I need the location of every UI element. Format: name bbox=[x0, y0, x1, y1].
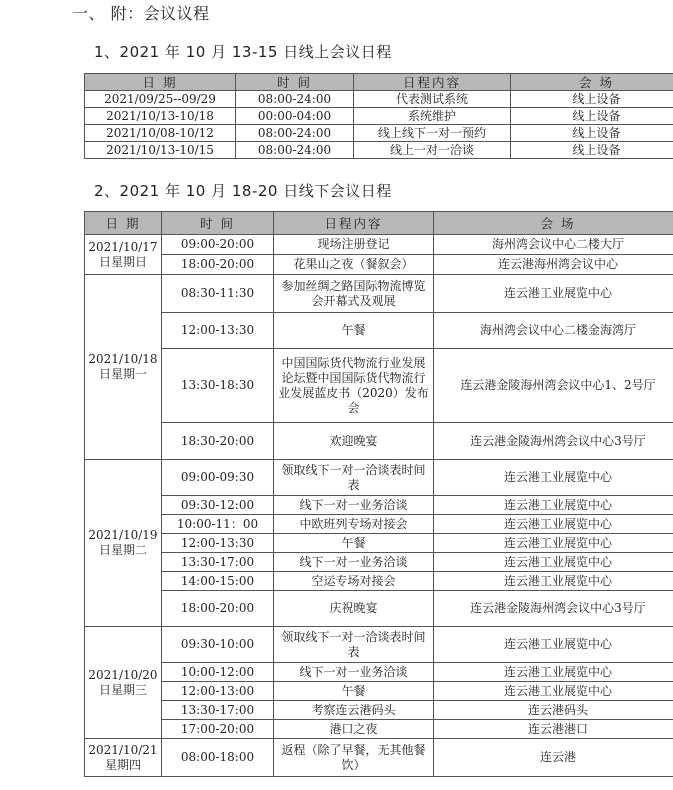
content-cell: 港口之夜 bbox=[274, 720, 434, 739]
table-row bbox=[85, 142, 673, 159]
time-cell: 18:30-20:00 bbox=[162, 423, 274, 460]
time-cell: 12:00-13:00 bbox=[162, 682, 274, 701]
content-cell: 午餐 bbox=[274, 534, 434, 553]
venue-cell: 线上设备 bbox=[511, 142, 673, 159]
time-cell: 08:00-18:00 bbox=[162, 739, 274, 777]
offline-schedule-table bbox=[84, 211, 673, 777]
table-row bbox=[85, 496, 673, 515]
time-cell: 18:00-20:00 bbox=[162, 255, 274, 275]
day-date-cell bbox=[85, 275, 162, 460]
time-cell: 18:00-20:00 bbox=[162, 591, 274, 627]
table-row bbox=[85, 534, 673, 553]
day-date: 2021/10/18 bbox=[88, 352, 158, 366]
table-row bbox=[85, 275, 673, 313]
content-cell: 花果山之夜（餐叙会） bbox=[274, 255, 434, 275]
table-row bbox=[85, 255, 673, 275]
header-date: 日 期 bbox=[85, 74, 236, 91]
header-time: 时 间 bbox=[236, 74, 354, 91]
day-weekday: 日星期二 bbox=[98, 543, 147, 557]
venue-cell: 连云港海州湾会议中心 bbox=[434, 255, 673, 275]
time-cell: 08:00-24:00 bbox=[236, 91, 354, 108]
table-row bbox=[85, 313, 673, 349]
table-row bbox=[85, 108, 673, 125]
table-row bbox=[85, 91, 673, 108]
table-row bbox=[85, 663, 673, 682]
day-date-cell bbox=[85, 739, 162, 777]
venue-cell: 海州湾会议中心二楼金海湾厅 bbox=[434, 313, 673, 349]
venue-cell: 连云港金陵海州湾会议中心3号厅 bbox=[434, 423, 673, 460]
date-cell: 2021/10/13-10/15 bbox=[85, 142, 236, 159]
time-cell: 10:00-12:00 bbox=[162, 663, 274, 682]
content-cell: 中国国际货代物流行业发展论坛暨中国国际货代物流行业发展蓝皮书（2020）发布会 bbox=[274, 349, 434, 423]
content-cell: 空运专场对接会 bbox=[274, 572, 434, 591]
venue-cell: 线上设备 bbox=[511, 91, 673, 108]
venue-cell: 连云港工业展览中心 bbox=[434, 534, 673, 553]
content-cell: 现场注册登记 bbox=[274, 235, 434, 255]
table-row bbox=[85, 701, 673, 720]
table-row bbox=[85, 591, 673, 627]
venue-cell: 连云港工业展览中心 bbox=[434, 663, 673, 682]
time-cell: 10:00-11：00 bbox=[162, 515, 274, 534]
offline-schedule-title: 2、2021 年 10 月 18-20 日线下会议日程 bbox=[94, 182, 392, 200]
online-schedule-table bbox=[84, 73, 673, 159]
table-row bbox=[85, 720, 673, 739]
content-cell: 午餐 bbox=[274, 313, 434, 349]
venue-cell: 连云港码头 bbox=[434, 701, 673, 720]
table-row bbox=[85, 682, 673, 701]
day-date: 2021/10/17 bbox=[88, 239, 158, 254]
table-header-row bbox=[85, 74, 673, 91]
time-cell: 00:00-04:00 bbox=[236, 108, 354, 125]
time-cell: 13:30-18:30 bbox=[162, 349, 274, 423]
content-cell: 午餐 bbox=[274, 682, 434, 701]
time-cell: 12:00-13:30 bbox=[162, 313, 274, 349]
online-schedule-title: 1、2021 年 10 月 13-15 日线上会议日程 bbox=[94, 43, 392, 61]
day-weekday: 日星期一 bbox=[98, 367, 147, 381]
venue-cell: 连云港港口 bbox=[434, 720, 673, 739]
content-cell: 线下一对一业务洽谈 bbox=[274, 496, 434, 515]
venue-cell: 连云港工业展览中心 bbox=[434, 515, 673, 534]
time-cell: 14:00-15:00 bbox=[162, 572, 274, 591]
content-cell: 参加丝绸之路国际物流博览会开幕式及观展 bbox=[274, 275, 434, 313]
content-cell: 欢迎晚宴 bbox=[274, 423, 434, 460]
day-weekday: 日星期日 bbox=[98, 254, 147, 269]
table-row bbox=[85, 125, 673, 142]
time-cell: 09:30-12:00 bbox=[162, 496, 274, 515]
time-cell: 08:30-11:30 bbox=[162, 275, 274, 313]
header-content: 日程内容 bbox=[354, 74, 511, 91]
header-venue: 会 场 bbox=[434, 212, 673, 235]
venue-cell: 连云港工业展览中心 bbox=[434, 275, 673, 313]
content-cell: 代表测试系统 bbox=[354, 91, 511, 108]
venue-cell: 线上设备 bbox=[511, 108, 673, 125]
venue-cell: 连云港工业展览中心 bbox=[434, 496, 673, 515]
time-cell: 09:00-20:00 bbox=[162, 235, 274, 255]
content-cell: 线上线下一对一预约 bbox=[354, 125, 511, 142]
day-date-cell bbox=[85, 460, 162, 627]
header-venue: 会 场 bbox=[511, 74, 673, 91]
appendix-heading: 一、 附：会议议程 bbox=[72, 4, 210, 23]
table-row bbox=[85, 739, 673, 777]
venue-cell: 连云港工业展览中心 bbox=[434, 572, 673, 591]
content-cell: 线下一对一业务洽谈 bbox=[274, 553, 434, 572]
time-cell: 13:30-17:00 bbox=[162, 701, 274, 720]
date-cell: 2021/10/13-10/18 bbox=[85, 108, 236, 125]
venue-cell: 连云港工业展览中心 bbox=[434, 460, 673, 496]
venue-cell: 连云港工业展览中心 bbox=[434, 627, 673, 663]
time-cell: 17:00-20:00 bbox=[162, 720, 274, 739]
table-row bbox=[85, 460, 673, 496]
table-header-row bbox=[85, 212, 673, 235]
time-cell: 09:30-10:00 bbox=[162, 627, 274, 663]
venue-cell: 连云港金陵海州湾会议中心1、2号厅 bbox=[434, 349, 673, 423]
venue-cell: 连云港工业展览中心 bbox=[434, 553, 673, 572]
table-row bbox=[85, 349, 673, 423]
content-cell: 返程（除了早餐，无其他餐饮） bbox=[274, 739, 434, 777]
day-date: 2021/10/21 bbox=[88, 742, 158, 757]
day-date: 2021/10/20 bbox=[88, 667, 158, 682]
content-cell: 庆祝晚宴 bbox=[274, 591, 434, 627]
content-cell: 领取线下一对一洽谈表时间表 bbox=[274, 460, 434, 496]
table-row bbox=[85, 553, 673, 572]
day-date-cell bbox=[85, 235, 162, 275]
table-row bbox=[85, 235, 673, 255]
table-row bbox=[85, 572, 673, 591]
venue-cell: 连云港 bbox=[434, 739, 673, 777]
time-cell: 09:00-09:30 bbox=[162, 460, 274, 496]
day-weekday: 日星期三 bbox=[98, 682, 147, 697]
table-row bbox=[85, 515, 673, 534]
venue-cell: 海州湾会议中心二楼大厅 bbox=[434, 235, 673, 255]
time-cell: 12:00-13:30 bbox=[162, 534, 274, 553]
header-time: 时 间 bbox=[162, 212, 274, 235]
time-cell: 13:30-17:00 bbox=[162, 553, 274, 572]
venue-cell: 线上设备 bbox=[511, 125, 673, 142]
table-row bbox=[85, 423, 673, 460]
venue-cell: 连云港工业展览中心 bbox=[434, 682, 673, 701]
day-date-cell bbox=[85, 627, 162, 739]
table-row bbox=[85, 627, 673, 663]
content-cell: 中欧班列专场对接会 bbox=[274, 515, 434, 534]
content-cell: 线下一对一业务洽谈 bbox=[274, 663, 434, 682]
content-cell: 系统维护 bbox=[354, 108, 511, 125]
day-date: 2021/10/19 bbox=[88, 528, 158, 542]
header-content: 日程内容 bbox=[274, 212, 434, 235]
time-cell: 08:00-24:00 bbox=[236, 142, 354, 159]
venue-cell: 连云港金陵海州湾会议中心3号厅 bbox=[434, 591, 673, 627]
header-date: 日 期 bbox=[85, 212, 162, 235]
content-cell: 考察连云港码头 bbox=[274, 701, 434, 720]
content-cell: 领取线下一对一洽谈表时间表 bbox=[274, 627, 434, 663]
time-cell: 08:00-24:00 bbox=[236, 125, 354, 142]
date-cell: 2021/09/25--09/29 bbox=[85, 91, 236, 108]
content-cell: 线上一对一洽谈 bbox=[354, 142, 511, 159]
day-weekday: 星期四 bbox=[104, 757, 141, 772]
date-cell: 2021/10/08-10/12 bbox=[85, 125, 236, 142]
